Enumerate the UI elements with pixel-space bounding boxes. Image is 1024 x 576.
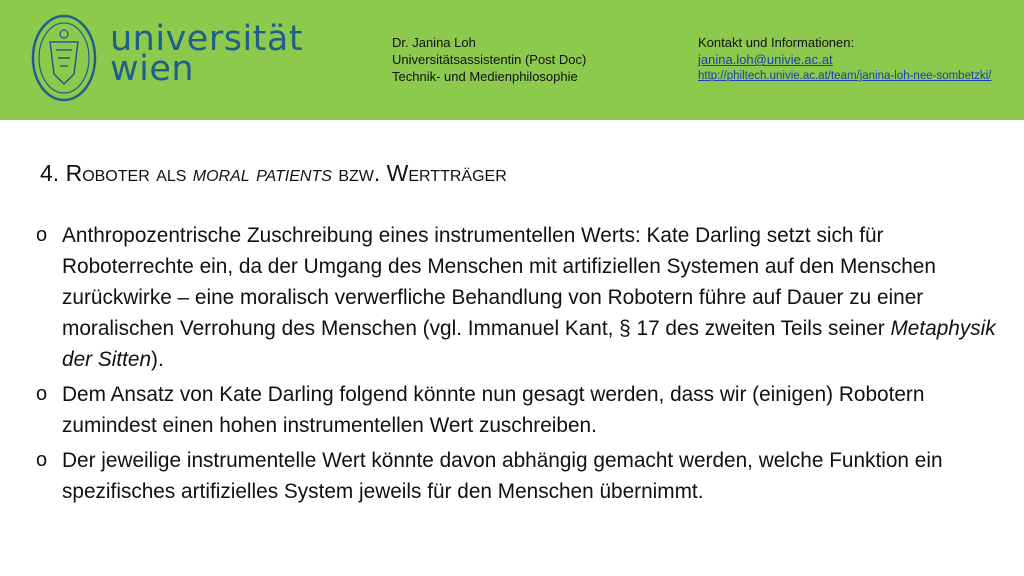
bullet-italic-title: Metaphysik der Sitten [62, 317, 996, 371]
list-item [36, 379, 996, 441]
university-name-line2: wien [110, 49, 195, 89]
bullet-text: Der jeweilige instrumentelle Wert könnte davon abhängig gemacht werden, welche Funktion ein spezifisches artifizielles System jeweils für den Menschen übernimmt. [62, 449, 943, 503]
contact-heading: Kontakt und Informationen: [698, 35, 855, 50]
title-number: 4. [40, 160, 60, 186]
title-italic: moral patients [192, 160, 332, 186]
university-wordmark [110, 19, 304, 89]
header-bar [0, 0, 1024, 120]
list-item [36, 445, 996, 507]
bullet-text: Anthropozentrische Zuschreibung eines instrumentellen Werts: Kate Darling setzt sich für Roboterrechte ein, da der Umgang des Menschen mit artifiziellen Systemen auf den Menschen zurückwirke – eine moralisch verwerfliche Behandlung von Robotern führe auf Dauer zu einer moralischen Verrohung des Menschen (vgl. Immanuel Kant, § 17 des zweiten Teils seiner [62, 224, 936, 340]
website-link[interactable]: http://philtech.univie.ac.at/team/janina-loh-nee-sombetzki/ [698, 70, 992, 82]
bullet-marker: o [36, 383, 48, 405]
title-part1: Roboter als [65, 160, 187, 186]
university-name-line1: universität [110, 19, 304, 59]
title-part2: bzw. Wertträger [338, 160, 507, 186]
bullet-marker: o [36, 449, 48, 471]
bullet-marker: o [36, 224, 48, 246]
email-link[interactable]: janina.loh@univie.ac.at [698, 52, 833, 67]
contact-info [698, 34, 991, 85]
university-seal-icon [30, 12, 98, 104]
author-name: Dr. Janina Loh [392, 35, 476, 50]
bullet-text: Dem Ansatz von Kate Darling folgend könnte nun gesagt werden, dass wir (einigen) Robotern zumindest einen hohen instrumentellen Wert zuschreiben. [62, 383, 925, 437]
bullet-list [36, 220, 996, 511]
bullet-text-end: ). [151, 348, 164, 371]
slide-title [40, 158, 507, 188]
university-logo [30, 12, 312, 104]
author-info [392, 34, 586, 85]
author-role: Universitätsassistentin (Post Doc) [392, 52, 587, 67]
author-department: Technik- und Medienphilosophie [392, 69, 578, 84]
list-item [36, 220, 996, 375]
